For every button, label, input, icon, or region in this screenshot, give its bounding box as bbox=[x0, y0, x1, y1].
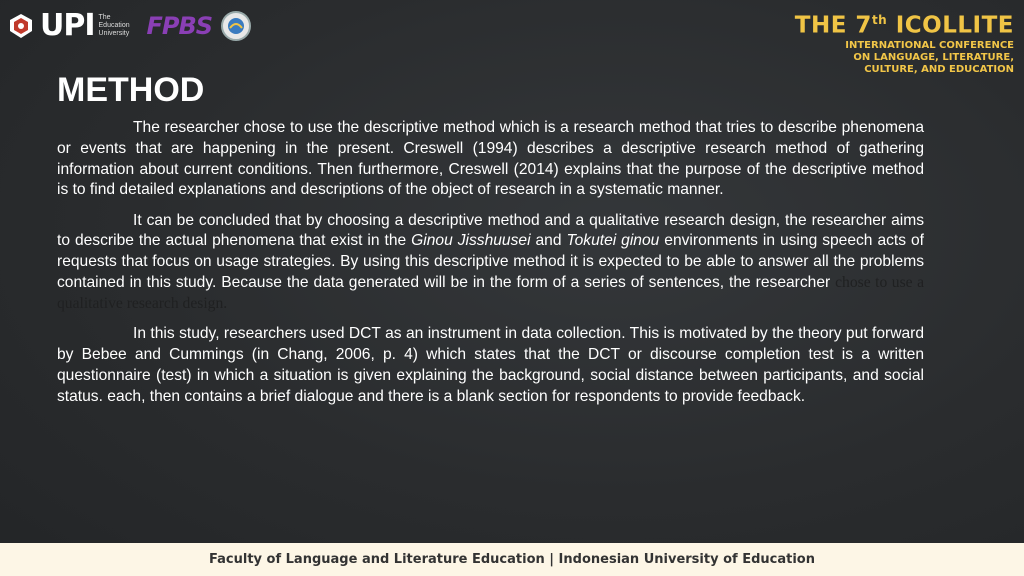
conference-line-2: ON LANGUAGE, LITERATURE, bbox=[853, 51, 1014, 63]
upi-logo bbox=[6, 8, 139, 43]
institution-logos bbox=[6, 6, 252, 46]
paragraph-1: The researcher chose to use the descriptive method which is a research method that tries to describe phenomena or events that are happening in the present. Creswell (1994) describes a descriptive research method of gathering information about current conditions. Then furthermore, Creswell (2014) explains that the purpose of the descriptive method is to find detailed explanations and descriptions of the object of research in a systematic manner. bbox=[57, 119, 924, 199]
dimmed-text: chose to use a qualitative research design. bbox=[57, 274, 924, 312]
conference-branding bbox=[774, 6, 1014, 76]
footer-text: Faculty of Language and Literature Education | Indonesian University of Education bbox=[209, 552, 815, 567]
upi-subtitle: The Education University bbox=[98, 14, 130, 37]
footer-bar bbox=[0, 543, 1024, 576]
section-body bbox=[57, 118, 924, 417]
section-heading: METHOD bbox=[57, 71, 205, 109]
upi-emblem-icon bbox=[6, 11, 36, 41]
conference-title: THE 7th ICOLLITE bbox=[794, 12, 1014, 39]
upi-logo-text: UPI bbox=[40, 8, 95, 43]
term-ginou-jisshuusei: Ginou Jisshuusei bbox=[411, 232, 531, 250]
seal-icon bbox=[220, 10, 252, 42]
paragraph-2: It can be concluded that by choosing a descriptive method and a qualitative research design, the researcher aims to describe the actual phenomena that exist in the Ginou Jisshuusei and Tokutei ginou environments in using speech acts of requests that focus on usage strategies. By using this descriptive method it is expected to be able to answer all the problems contained in this study. Because the data generated will be in the form of a series of sentences, the researcher chose to use a qualitative research design. bbox=[57, 211, 925, 312]
term-tokutei-ginou: Tokutei ginou bbox=[566, 232, 660, 250]
conference-line-3: CULTURE, AND EDUCATION bbox=[864, 63, 1014, 75]
conference-line-1: INTERNATIONAL CONFERENCE bbox=[845, 39, 1014, 51]
faculty-logo: FPBS bbox=[146, 12, 213, 40]
paragraph-3: In this study, researchers used DCT as an instrument in data collection. This is motivated by the theory put forward by Bebee and Cummings (in Chang, 2006, p. 4) which states that the DCT or discourse completion test is a written questionnaire (test) in which a situation is given explaining the background, social distance between participants, and social status. each, then contains a brief dialogue and there is a blank section for respondents to provide feedback. bbox=[57, 325, 924, 405]
